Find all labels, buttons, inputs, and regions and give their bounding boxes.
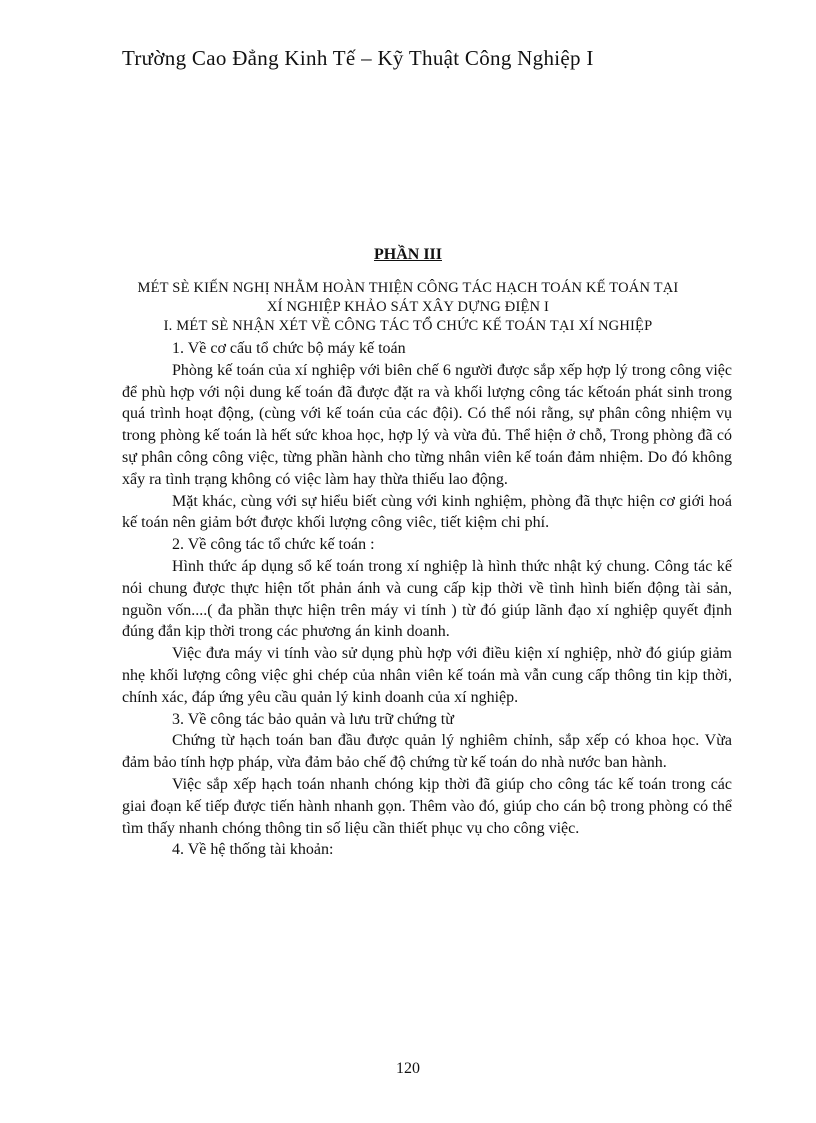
section-title-line2: XÍ NGHIỆP KHẢO SÁT XÂY DỰNG ĐIỆN I — [266, 299, 550, 315]
section-title-line1: MÉT SÈ KIẾN NGHỊ NHẰM HOÀN THIỆN CÔNG TÁC HẠCH TOÁN KẾ TOÁN TẠI — [137, 280, 679, 296]
heading-3: 3. Về công tác bảo quản và lưu trữ chứng từ — [172, 710, 454, 728]
paragraph: Việc sắp xếp hạch toán nhanh chóng kịp thời đã giúp cho công tác kế toán trong các giai đoạn kế tiếp được tiến hành nhanh gọn. Thêm vào đó, giúp cho cán bộ trong phòng có thể tìm thấy nhanh chóng thông tin số liệu cần thiết phục vụ cho công việc. — [122, 775, 732, 837]
body-text — [122, 338, 732, 861]
subsection-title: I. MÉT SÈ NHẬN XÉT VỀ CÔNG TÁC TỔ CHỨC KẾ TOÁN TẠI XÍ NGHIỆP — [163, 318, 653, 334]
paragraph: Hình thức áp dụng sổ kế toán trong xí nghiệp là hình thức nhật ký chung. Công tác kế nói chung được thực hiện tốt phản ánh và cung cấp kịp thời về tình hình biến động tài sản, nguồn vốn....( đa phần thực hiện trên máy vi tính ) từ đó giúp lãnh đạo xí nghiệp quyết định đúng đắn kịp thời trong các phương án kinh doanh. — [122, 557, 732, 641]
page-header: Trường Cao Đẳng Kinh Tế – Kỹ Thuật Công Nghiệp I — [122, 46, 594, 70]
heading-4: 4. Về hệ thống tài khoản: — [172, 841, 334, 859]
page-number: 120 — [396, 1060, 420, 1077]
paragraph: Chứng từ hạch toán ban đầu được quản lý nghiêm chỉnh, sắp xếp có khoa học. Vừa đảm bảo tính hợp pháp, vừa đảm bảo chế độ chứng từ kế toán do nhà nước ban hành. — [122, 732, 732, 772]
paragraph: Mặt khác, cùng với sự hiểu biết cùng với kinh nghiệm, phòng đã thực hiện cơ giới hoá kế toán nên giảm bớt được khối lượng công viêc, tiết kiệm chi phí. — [122, 492, 732, 532]
part-title: PHẦN III — [373, 246, 442, 263]
paragraph: Phòng kế toán của xí nghiệp với biên chế 6 người được sắp xếp hợp lý trong công việc để phù hợp với nội dung kế toán đã được đặt ra và khối lượng công tác kếtoán phát sinh trong quá trình hoạt động, (cùng với kế toán của các đội). Có thể nói rằng, sự phân công nhiệm vụ trong phòng kế toán là hết sức khoa học, hợp lý và vừa đủ. Thể hiện ở chỗ, Trong phòng đã có sự phân công công việc, từng phần hành cho từng nhân viên kế toán đảm nhiệm. Do đó không xẩy ra tình trạng không có việc làm hay thừa thiếu lao động. — [122, 361, 732, 488]
heading-2: 2. Về công tác tổ chức kế toán : — [172, 536, 375, 554]
paragraph: Việc đưa máy vi tính vào sử dụng phù hợp với điều kiện xí nghiệp, nhờ đó giúp giảm nhẹ khối lượng công việc ghi chép của nhân viên kế toán mà vẫn cung cấp thông tin kịp thời, chính xác, đáp ứng yêu cầu quản lý kinh doanh của xí nghiệp. — [122, 645, 732, 706]
heading-1: 1. Về cơ cấu tổ chức bộ máy kế toán — [172, 340, 406, 357]
